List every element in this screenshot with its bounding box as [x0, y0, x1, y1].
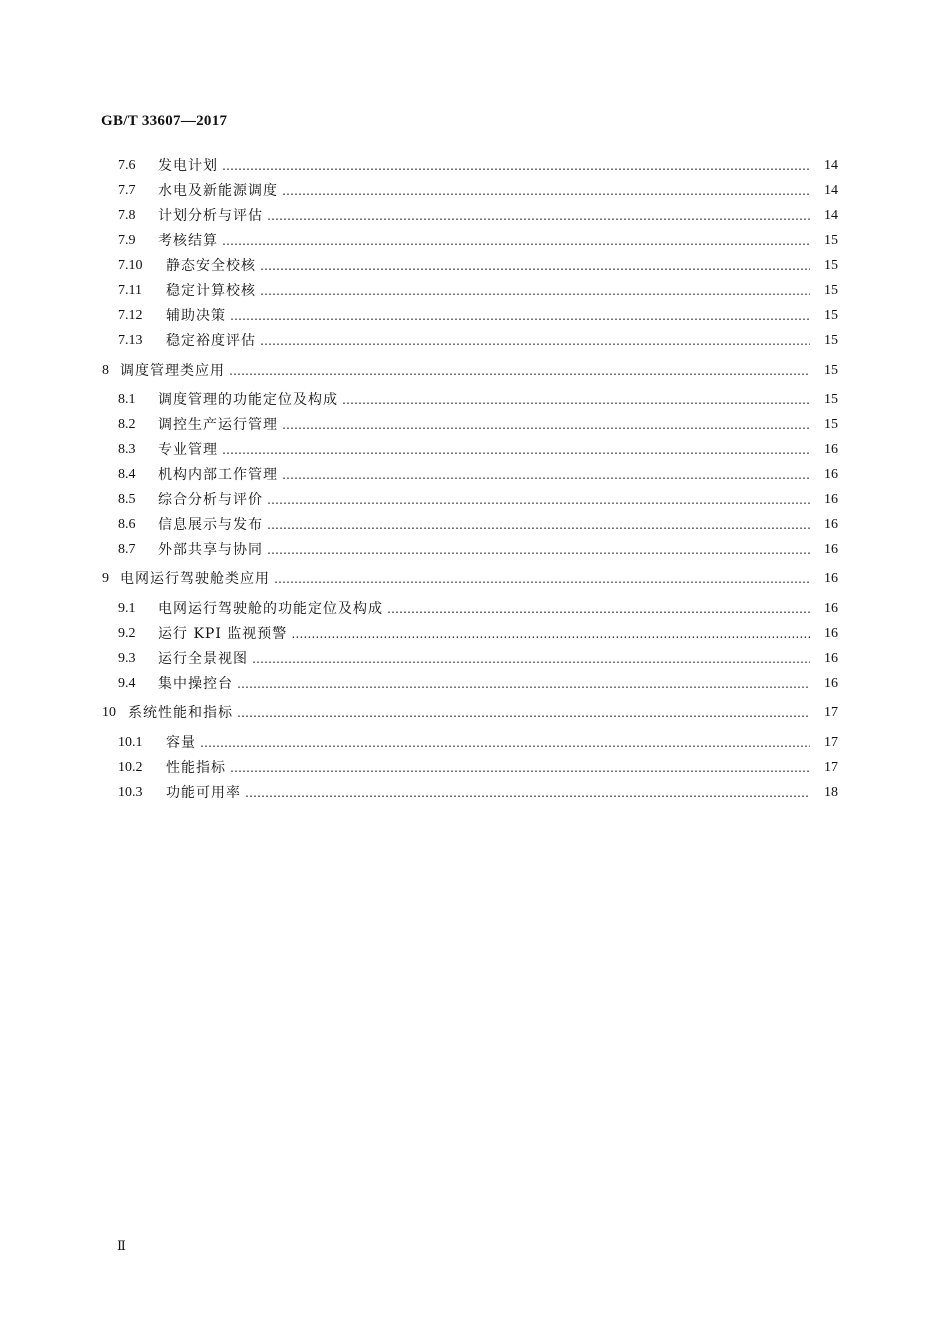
toc-entry-title: 调控生产运行管理 [158, 417, 278, 433]
toc-leader-dots [267, 206, 810, 226]
toc-entry-number: 8.4 [118, 467, 136, 482]
toc-entry-number: 8.7 [118, 542, 136, 557]
toc-entry-page: 18 [824, 785, 838, 800]
toc-leader-dots [260, 281, 810, 301]
toc-leader-dots [267, 540, 810, 560]
toc-entry-number: 8.2 [118, 417, 136, 432]
toc-entry-page: 15 [824, 392, 838, 407]
toc-entry[interactable] [118, 733, 838, 753]
toc-entry-title: 计划分析与评估 [158, 208, 263, 224]
toc-entry-title: 功能可用率 [166, 785, 241, 801]
toc-entry-number: 9.2 [118, 626, 136, 641]
toc-entry-title: 专业管理 [158, 442, 218, 458]
toc-leader-dots [200, 733, 810, 753]
toc-leader-dots [260, 331, 810, 351]
toc-entry-page: 14 [824, 183, 838, 198]
page-number: Ⅱ [117, 1238, 126, 1253]
toc-leader-dots [230, 758, 810, 778]
toc-entry-number: 9.3 [118, 651, 136, 666]
toc-entry[interactable] [118, 206, 838, 226]
toc-entry-number: 10.3 [118, 785, 143, 800]
toc-entry-page: 16 [824, 626, 838, 641]
toc-entry-number: 7.7 [118, 183, 136, 198]
toc-entry[interactable] [118, 540, 838, 560]
toc-entry-title: 稳定计算校核 [166, 283, 256, 299]
toc-entry-page: 17 [824, 705, 838, 720]
toc-entry[interactable] [118, 231, 838, 251]
toc-leader-dots [252, 649, 810, 669]
toc-entry-title: 外部共享与协同 [158, 542, 263, 558]
toc-entry-page: 16 [824, 517, 838, 532]
toc-entry-title: 调度管理的功能定位及构成 [158, 392, 338, 408]
toc-entry[interactable] [118, 649, 838, 669]
toc-entry-page: 17 [824, 735, 838, 750]
toc-entry-number: 9 [102, 571, 109, 586]
toc-entry-page: 15 [824, 308, 838, 323]
toc-entry[interactable] [118, 306, 838, 326]
toc-entry[interactable] [118, 415, 838, 435]
toc-entry-title: 发电计划 [158, 158, 218, 174]
toc-entry-number: 8.5 [118, 492, 136, 507]
toc-entry-page: 14 [824, 208, 838, 223]
toc-entry-page: 16 [824, 601, 838, 616]
toc-leader-dots [282, 465, 810, 485]
toc-entry-number: 7.8 [118, 208, 136, 223]
toc-entry-number: 10.1 [118, 735, 143, 750]
toc-entry-page: 16 [824, 651, 838, 666]
toc-entry[interactable] [102, 703, 838, 723]
toc-entry[interactable] [118, 674, 838, 694]
toc-entry-page: 15 [824, 363, 838, 378]
toc-leader-dots [222, 440, 810, 460]
toc-entry[interactable] [118, 181, 838, 201]
toc-entry[interactable] [118, 465, 838, 485]
toc-entry-title: 运行 KPI 监视预警 [158, 626, 288, 642]
toc-leader-dots [222, 231, 810, 251]
toc-entry-title: 静态安全校核 [166, 258, 256, 274]
toc-entry-title: 性能指标 [166, 760, 226, 776]
toc-entry[interactable] [118, 281, 838, 301]
toc-leader-dots [237, 674, 810, 694]
toc-entry[interactable] [118, 390, 838, 410]
toc-leader-dots [245, 783, 810, 803]
toc-entry-number: 10 [102, 705, 116, 720]
toc-entry-page: 16 [824, 676, 838, 691]
toc-entry-number: 7.12 [118, 308, 143, 323]
toc-entry[interactable] [118, 515, 838, 535]
toc-entry[interactable] [118, 156, 838, 176]
toc-entry[interactable] [102, 569, 838, 589]
toc-leader-dots [267, 490, 810, 510]
toc-entry-title: 运行全景视图 [158, 651, 248, 667]
toc-entry[interactable] [118, 624, 838, 644]
toc-entry-page: 15 [824, 233, 838, 248]
toc-entry-page: 16 [824, 442, 838, 457]
toc-entry-number: 7.13 [118, 333, 143, 348]
toc-entry-number: 10.2 [118, 760, 143, 775]
toc-entry-title: 电网运行驾驶舱的功能定位及构成 [158, 601, 383, 617]
toc-entry-number: 8 [102, 363, 109, 378]
toc-entry-number: 7.9 [118, 233, 136, 248]
toc-leader-dots [282, 415, 810, 435]
toc-entry-number: 7.11 [118, 283, 142, 298]
toc-entry-title: 集中操控台 [158, 676, 233, 692]
toc-entry-title: 机构内部工作管理 [158, 467, 278, 483]
toc-entry-number: 7.6 [118, 158, 136, 173]
toc-entry-title: 容量 [166, 735, 196, 751]
toc-entry[interactable] [102, 361, 838, 381]
toc-entry-page: 14 [824, 158, 838, 173]
toc-leader-dots [267, 515, 810, 535]
toc-entry-number: 8.6 [118, 517, 136, 532]
toc-entry-number: 9.1 [118, 601, 136, 616]
toc-entry-title: 综合分析与评价 [158, 492, 263, 508]
toc-entry-page: 16 [824, 571, 838, 586]
toc-entry-page: 15 [824, 333, 838, 348]
toc-entry[interactable] [118, 758, 838, 778]
toc-entry-page: 16 [824, 542, 838, 557]
toc-leader-dots [274, 569, 810, 589]
toc-entry-title: 系统性能和指标 [128, 705, 233, 721]
toc-entry[interactable] [118, 783, 838, 803]
toc-entry-page: 15 [824, 283, 838, 298]
toc-leader-dots [229, 361, 810, 381]
toc-entry-page: 15 [824, 258, 838, 273]
toc-entry-title: 考核结算 [158, 233, 218, 249]
toc-entry[interactable] [118, 599, 838, 619]
toc-entry-number: 7.10 [118, 258, 143, 273]
toc-entry-title: 调度管理类应用 [120, 363, 225, 379]
toc-entry-number: 8.1 [118, 392, 136, 407]
toc-leader-dots [342, 390, 810, 410]
toc-entry-title: 电网运行驾驶舱类应用 [120, 571, 270, 587]
toc-entry-title: 信息展示与发布 [158, 517, 263, 533]
toc-entry[interactable] [118, 440, 838, 460]
toc-leader-dots [222, 156, 810, 176]
toc-entry[interactable] [118, 331, 838, 351]
toc-entry-title: 辅助决策 [166, 308, 226, 324]
toc-entry-page: 17 [824, 760, 838, 775]
toc-leader-dots [387, 599, 810, 619]
toc-leader-dots [282, 181, 810, 201]
toc-entry-title: 稳定裕度评估 [166, 333, 256, 349]
toc-entry-number: 8.3 [118, 442, 136, 457]
toc-entry-title: 水电及新能源调度 [158, 183, 278, 199]
toc-entry-page: 16 [824, 467, 838, 482]
toc-leader-dots [237, 703, 810, 723]
toc-leader-dots [260, 256, 810, 276]
toc-entry[interactable] [118, 256, 838, 276]
document-id: GB/T 33607—2017 [101, 113, 228, 129]
toc-entry-page: 15 [824, 417, 838, 432]
toc-leader-dots [291, 624, 810, 644]
toc-leader-dots [230, 306, 810, 326]
toc-entry[interactable] [118, 490, 838, 510]
toc-entry-page: 16 [824, 492, 838, 507]
toc-entry-number: 9.4 [118, 676, 136, 691]
